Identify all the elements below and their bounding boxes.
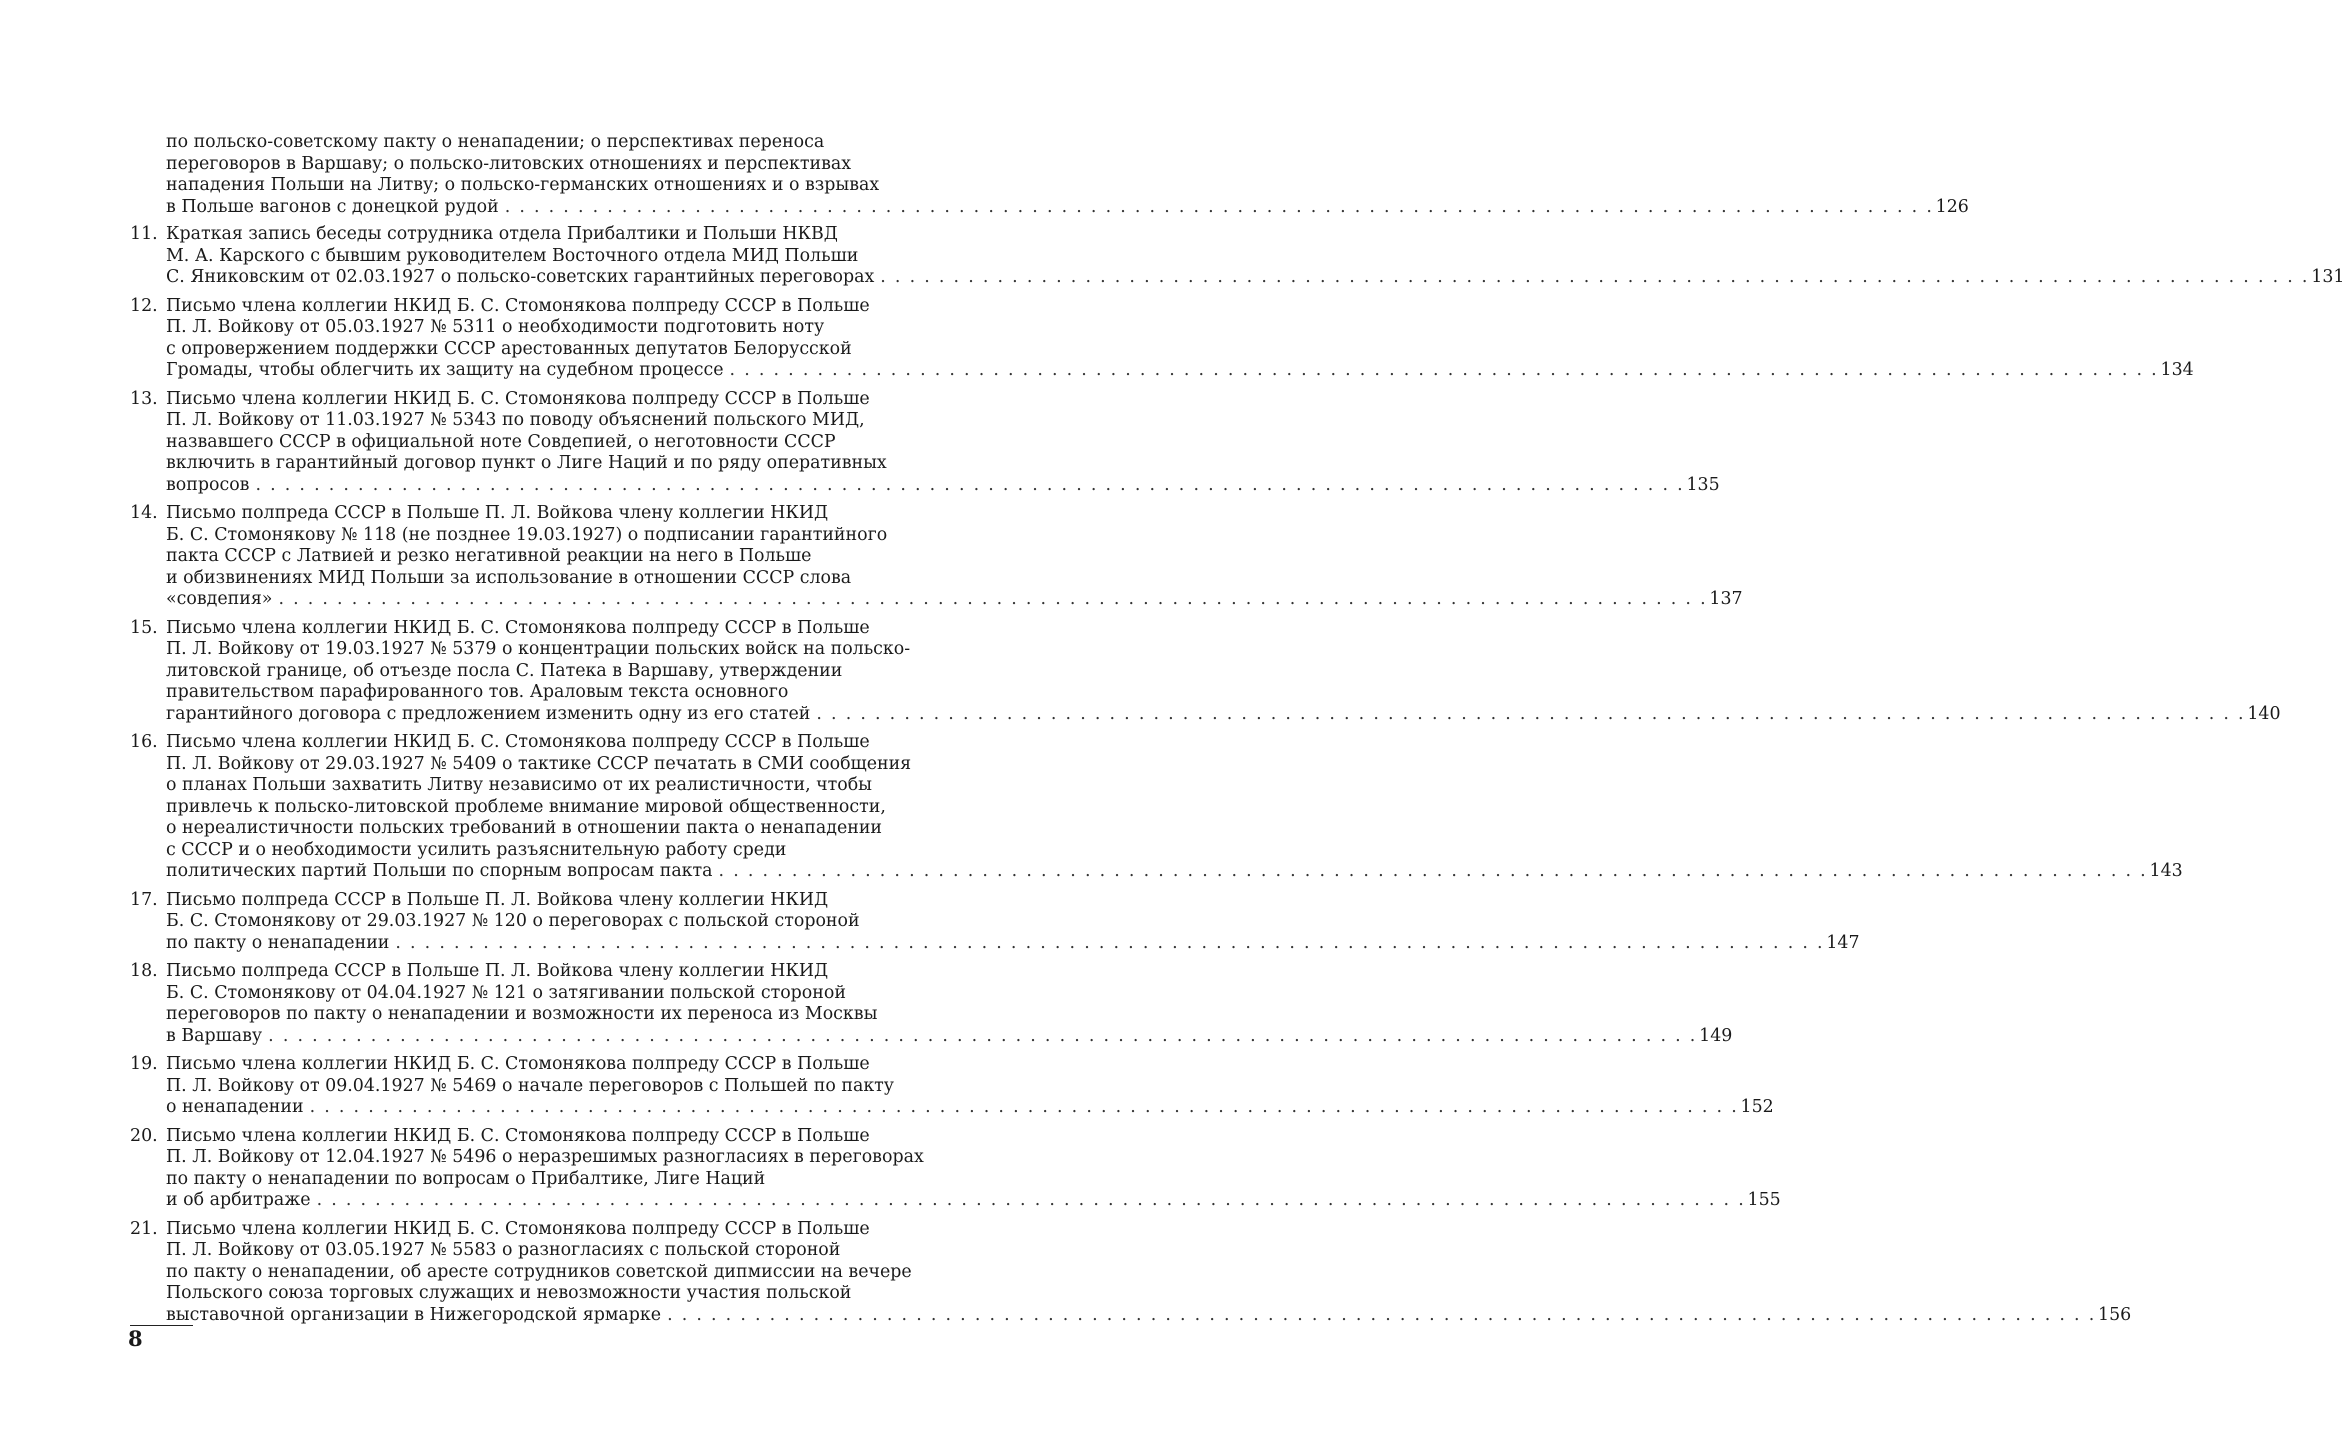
entry-number: [130, 132, 166, 218]
entry-number: 12.: [130, 295, 158, 316]
entry-last-line: [166, 861, 2183, 883]
toc-entry[interactable]: [130, 1054, 1774, 1119]
page-ref[interactable]: 135: [1686, 474, 1720, 495]
entry-line: Письмо члена коллегии НКИД Б. С. Стомонякова полпреду СССР в Польше: [166, 732, 870, 752]
dot-leader: [317, 1190, 1746, 1212]
dot-leader: [667, 1305, 2096, 1327]
page-ref[interactable]: 126: [1935, 196, 1969, 217]
entry-line: П. Л. Войкову от 05.03.1927 № 5311 о необходимости подготовить ноту: [166, 317, 825, 337]
entry-line: Письмо члена коллегии НКИД Б. С. Стомонякова полпреду СССР в Польше: [166, 1054, 870, 1074]
entry-line: по польско-советскому пакту о ненападении; о перспективах переноса: [166, 132, 825, 152]
dot-leader: [730, 360, 2159, 382]
entry-line: П. Л. Войкову от 11.03.1927 № 5343 по поводу объяснений польского МИД,: [166, 410, 865, 430]
entry-line: Письмо члена коллегии НКИД Б. С. Стомонякова полпреду СССР в Польше: [166, 388, 870, 409]
entry-line: «совдепия»: [166, 589, 273, 609]
entry-line: о ненападении: [166, 1097, 304, 1117]
entry-line: Громады, чтобы облегчить их защиту на судебном процессе: [166, 360, 724, 380]
entry-line: Б. С. Стомонякову от 04.04.1927 № 121 о затягивании польской стороной: [166, 982, 846, 1003]
page-ref[interactable]: 131: [2311, 267, 2344, 287]
dot-leader: [278, 589, 1707, 611]
entry-text: [166, 1219, 2131, 1327]
page-ref[interactable]: 134: [2160, 360, 2194, 380]
toc-entry[interactable]: [130, 617, 2281, 726]
toc-entry-continuation: [130, 132, 1969, 218]
entry-number: 18.: [130, 961, 158, 981]
page-ref[interactable]: 156: [2098, 1304, 2132, 1325]
dot-leader: [255, 475, 1684, 497]
entry-line: и об арбитраже: [166, 1190, 311, 1210]
entry-last-line: [166, 1305, 2131, 1327]
dot-leader: [816, 704, 2245, 726]
entry-line: М. А. Карского с бывшим руководителем Восточного отдела МИД Польши: [166, 245, 859, 266]
entry-line: по пакту о ненападении по вопросам о Прибалтике, Лиге Наций: [166, 1168, 766, 1189]
entry-line: привлечь к польско-литовской проблеме внимание мировой общественности,: [166, 796, 886, 817]
entry-line: о планах Польши захватить Литву независимо от их реалистичности, чтобы: [166, 775, 873, 795]
entry-number: 13.: [130, 388, 158, 409]
entry-number: 21.: [130, 1218, 158, 1239]
toc-entry[interactable]: [130, 961, 1733, 1047]
dot-leader: [719, 861, 2148, 883]
toc-entry[interactable]: [130, 295, 2194, 382]
entry-text: [166, 132, 1969, 218]
entry-line: П. Л. Войкову от 09.04.1927 № 5469 о начале переговоров с Польшей по пакту: [166, 1075, 895, 1096]
entry-text: [166, 1054, 1774, 1119]
entry-text: [166, 732, 2183, 883]
entry-line: Письмо полпреда СССР в Польше П. Л. Войкова члену коллегии НКИД: [166, 961, 829, 981]
page-ref[interactable]: 149: [1699, 1025, 1733, 1046]
entry-line: с СССР и о необходимости усилить разъяснительную работу среди: [166, 839, 787, 860]
dot-leader: [395, 933, 1824, 955]
entry-text: [166, 961, 1732, 1047]
entry-line: и обизвинениях МИД Польши за использование в отношении СССР слова: [166, 567, 852, 588]
entry-text: [166, 389, 1720, 497]
entry-last-line: [166, 360, 2194, 382]
toc-entry[interactable]: [130, 1218, 2132, 1327]
entry-line: Письмо полпреда СССР в Польше П. Л. Войкова члену коллегии НКИД: [166, 889, 829, 910]
page-ref[interactable]: 155: [1747, 1190, 1781, 1210]
entry-line: по пакту о ненападении: [166, 932, 390, 953]
entry-last-line: [166, 704, 2281, 726]
entry-line: Письмо члена коллегии НКИД Б. С. Стомонякова полпреду СССР в Польше: [166, 617, 870, 638]
entry-line: по пакту о ненападении, об аресте сотрудников советской дипмиссии на вечере: [166, 1261, 912, 1282]
toc-entry[interactable]: [130, 388, 1720, 497]
entry-number: 15.: [130, 617, 158, 638]
entry-line: переговоров в Варшаву; о польско-литовских отношениях и перспективах: [166, 153, 852, 174]
entry-last-line: [166, 267, 2344, 289]
entry-line: Польского союза торговых служащих и невозможности участия польской: [166, 1283, 852, 1303]
entry-line: П. Л. Войкову от 12.04.1927 № 5496 о неразрешимых разногласиях в переговорах: [166, 1147, 924, 1167]
entry-number: 19.: [130, 1054, 158, 1074]
entry-line: Письмо члена коллегии НКИД Б. С. Стомонякова полпреду СССР в Польше: [166, 295, 870, 316]
entry-last-line: [166, 933, 1860, 955]
entry-line: нападения Польши на Литву; о польско-германских отношениях и о взрывах: [166, 175, 880, 195]
entry-line: гарантийного договора с предложением изменить одну из его статей: [166, 703, 811, 724]
entry-last-line: [166, 1026, 1732, 1048]
entry-line: выставочной организации в Нижегородской ярмарке: [166, 1304, 662, 1325]
toc-entries: [130, 224, 2344, 1326]
page-ref[interactable]: 147: [1826, 932, 1860, 953]
entry-line: с опровержением поддержки СССР арестованных депутатов Белорусской: [166, 338, 852, 359]
toc-entry[interactable]: [130, 503, 1743, 611]
table-of-contents: [130, 132, 2344, 1333]
entry-line: Б. С. Стомонякову от 29.03.1927 № 120 о переговорах с польской стороной: [166, 911, 860, 931]
toc-entry[interactable]: [130, 732, 2183, 883]
entry-line: Краткая запись беседы сотрудника отдела Прибалтики и Польши НКВД: [166, 224, 838, 244]
entry-line: П. Л. Войкову от 03.05.1927 № 5583 о разногласиях с польской стороной: [166, 1240, 841, 1260]
entry-last-line: [166, 589, 1743, 611]
entry-line: П. Л. Войкову от 19.03.1927 № 5379 о концентрации польских войск на польско-: [166, 639, 911, 659]
entry-text: [166, 503, 1743, 611]
entry-line: Письмо полпреда СССР в Польше П. Л. Войкова члену коллегии НКИД: [166, 503, 829, 523]
entry-line: в Варшаву: [166, 1025, 263, 1046]
entry-number: 11.: [130, 224, 158, 244]
entry-last-line: [166, 197, 1969, 219]
entry-line: о нереалистичности польских требований в отношении пакта о ненападении: [166, 818, 883, 838]
page-ref[interactable]: 152: [1740, 1097, 1774, 1117]
entry-line: пакта СССР с Латвией и резко негативной реакции на него в Польше: [166, 546, 812, 566]
entry-line: включить в гарантийный договор пункт о Лиге Наций и по ряду оперативных: [166, 453, 887, 473]
entry-line: Письмо члена коллегии НКИД Б. С. Стомонякова полпреду СССР в Польше: [166, 1125, 870, 1146]
entry-number: 20.: [130, 1125, 158, 1146]
entry-line: Б. С. Стомонякову № 118 (не позднее 19.03.1927) о подписании гарантийного: [166, 524, 888, 545]
entry-text: [166, 296, 2194, 382]
page-ref[interactable]: 140: [2247, 703, 2281, 724]
dot-leader: [310, 1097, 1739, 1119]
entry-text: [166, 1126, 1781, 1212]
entry-number: 16.: [130, 732, 158, 752]
entry-line: П. Л. Войкову от 29.03.1927 № 5409 о тактике СССР печатать в СМИ сообщения: [166, 753, 912, 774]
entry-line: правительством парафированного тов. Араловым текста основного: [166, 682, 789, 702]
dot-leader: [880, 267, 2309, 289]
dot-leader: [505, 197, 1934, 219]
entry-line: переговоров по пакту о ненападении и возможности их переноса из Москвы: [166, 1004, 878, 1024]
entry-line: Письмо члена коллегии НКИД Б. С. Стомонякова полпреду СССР в Польше: [166, 1218, 870, 1239]
entry-line: литовской границе, об отъезде посла С. Патека в Варшаву, утверждении: [166, 660, 843, 681]
entry-last-line: [166, 475, 1720, 497]
entry-text: [166, 618, 2281, 726]
entry-text: [166, 890, 1860, 955]
page-ref[interactable]: 137: [1709, 589, 1743, 609]
dot-leader: [268, 1026, 1697, 1048]
entry-last-line: [166, 1190, 1781, 1212]
entry-number: 17.: [130, 889, 158, 910]
page-ref[interactable]: 143: [2149, 861, 2183, 881]
page-number: 8: [128, 1326, 143, 1351]
entry-last-line: [166, 1097, 1774, 1119]
entry-line: вопросов: [166, 474, 250, 495]
entry-line: назвавшего СССР в официальной ноте Совдепией, о неготовности СССР: [166, 431, 836, 452]
toc-entry[interactable]: [130, 224, 2344, 289]
entry-number: 14.: [130, 503, 158, 523]
entry-line: С. Яниковским от 02.03.1927 о польско-советских гарантийных переговорах: [166, 267, 875, 287]
toc-entry[interactable]: [130, 1125, 1781, 1212]
toc-entry[interactable]: [130, 889, 1860, 955]
entry-line: в Польше вагонов с донецкой рудой: [166, 196, 499, 217]
entry-line: политических партий Польши по спорным вопросам пакта: [166, 861, 713, 881]
entry-text: [166, 224, 2344, 289]
